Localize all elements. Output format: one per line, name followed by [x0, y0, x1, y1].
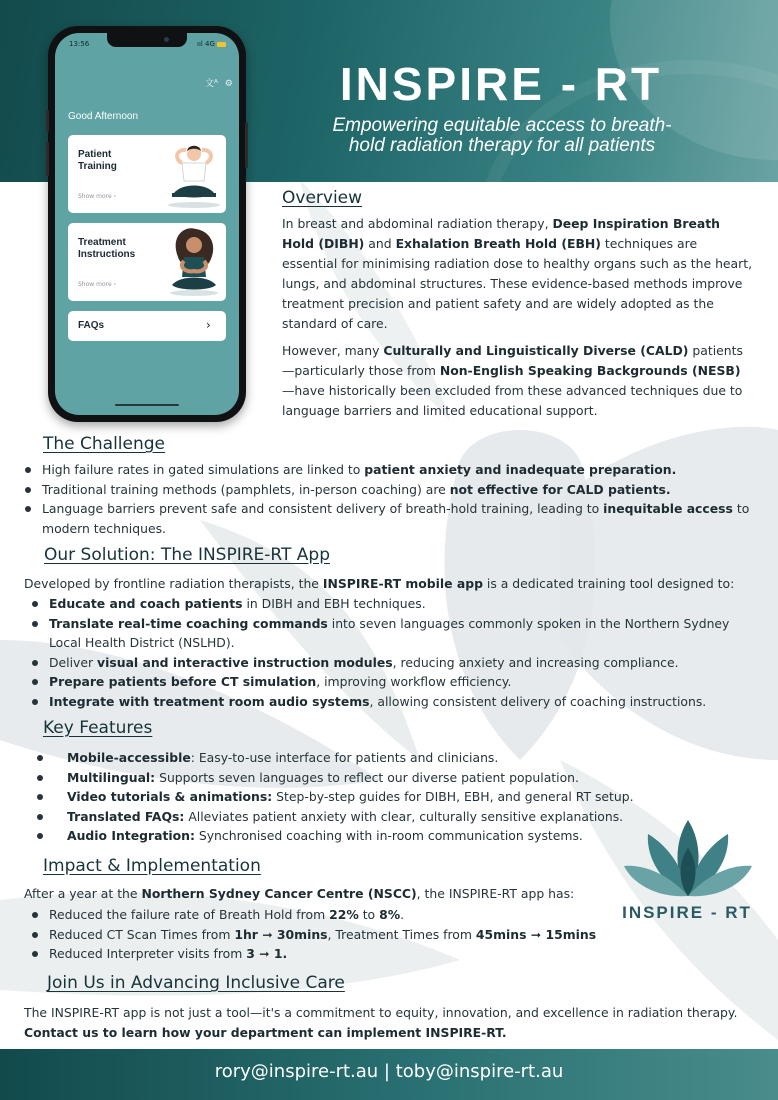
bold-span: Video tutorials & animations:	[67, 789, 273, 805]
footer-banner	[0, 1049, 778, 1100]
text-span: to	[358, 907, 380, 922]
list-item	[29, 614, 763, 653]
challenge-heading: The Challenge	[43, 434, 166, 454]
status-signal	[197, 40, 226, 48]
text-span: Reduced Interpreter visits from	[49, 946, 247, 962]
list-item	[29, 692, 763, 712]
text-span: High failure rates in gated simulations are linked to	[42, 462, 365, 477]
join-heading: Join Us in Advancing Inclusive Care	[47, 973, 345, 993]
card-title	[78, 237, 135, 261]
text-span: , Treatment Times from	[327, 926, 476, 942]
card-title-line: Instructions	[78, 249, 136, 260]
term-cald: Culturally and Linguistically Diverse (CALD)	[383, 343, 689, 358]
phone-side-button	[46, 142, 49, 176]
text-span: techniques are essential for minimising radiation dose to healthy organs such as the heart, lungs, and abdominal structures. These evidence-based methods improve treatment precision and patient safety and are widely adopted as the standard of care.	[282, 236, 753, 331]
bold-span: Prepare patients before CT simulation	[49, 674, 317, 690]
camera-icon	[164, 37, 169, 42]
bold-span: Mobile-accessible	[67, 750, 191, 765]
text-span: in DIBH and EBH techniques.	[242, 596, 426, 611]
features-list	[27, 748, 667, 846]
breathing-figure-icon	[164, 141, 224, 209]
list-item	[27, 787, 667, 807]
bold-span: 1hr ➞ 30mins	[234, 926, 328, 942]
solution-heading: Our Solution: The INSPIRE-RT App	[44, 545, 331, 565]
card-title: FAQs	[78, 320, 105, 331]
phone-side-button	[46, 110, 49, 132]
impact-list	[29, 905, 629, 964]
list-item	[29, 905, 629, 925]
subtitle-line-2: hold radiation therapy for all patients	[348, 135, 656, 156]
patient-training-card[interactable]	[68, 135, 226, 213]
text-span: : Easy-to-use interface for patients and clinicians.	[190, 750, 499, 765]
text-span: to modern techniques.	[42, 501, 750, 536]
overview-paragraph-1	[282, 214, 754, 334]
bold-span: Multilingual:	[67, 769, 156, 785]
meditating-figure-icon	[164, 227, 224, 297]
text-span: Alleviates patient anxiety with clear, culturally sensitive explanations.	[184, 808, 624, 824]
term-ebh: Exhalation Breath Hold (EBH)	[395, 236, 601, 251]
phone-notch	[107, 33, 187, 47]
status-time: 13:56	[69, 40, 90, 48]
text-span: Step-by-step guides for DIBH, EBH, and general RT setup.	[272, 789, 634, 805]
card-title-line: Training	[78, 161, 117, 172]
text-span: is a dedicated training tool designed to:	[482, 576, 735, 591]
text-span: —have historically been excluded from these advanced techniques due to language barriers and limited educational support.	[282, 383, 743, 418]
text-span: However, many	[282, 343, 384, 358]
list-item	[29, 672, 763, 692]
phone-top-icons	[205, 76, 233, 89]
bold-span: visual and interactive instruction modules	[97, 654, 393, 670]
treatment-instructions-card[interactable]	[68, 223, 226, 301]
signal-icon: ııl 4G	[197, 40, 215, 48]
bold-span: Translate real-time coaching commands	[49, 615, 328, 631]
show-more-link[interactable]	[78, 281, 116, 288]
show-more-link[interactable]	[78, 193, 116, 200]
bold-span: Northern Sydney Cancer Centre (NSCC)	[141, 886, 417, 901]
text-span: After a year at the	[24, 886, 142, 901]
greeting-text: Good Afternoon	[68, 111, 139, 122]
list-item	[27, 807, 667, 827]
challenge-list	[22, 460, 758, 538]
text-span: , reducing anxiety and increasing compliance.	[392, 654, 679, 670]
bold-span: Audio Integration:	[67, 828, 195, 844]
solution-intro	[24, 574, 764, 594]
page-subtitle	[318, 116, 686, 156]
logo-text: INSPIRE - RT	[622, 903, 752, 922]
bold-span: 45mins ➞ 15mins	[475, 926, 597, 942]
list-item	[29, 653, 763, 673]
text-span: Reduced the failure rate of Breath Hold from	[49, 907, 330, 922]
list-item	[22, 480, 758, 500]
show-more-label: Show more	[78, 281, 112, 288]
text-span: In breast and abdominal radiation therapy,	[282, 216, 553, 231]
text-span: patients—particularly those from	[282, 343, 743, 378]
text-span: into seven languages commonly spoken in the Northern Sydney Local Health District (NSLHD).	[49, 615, 730, 651]
join-paragraph	[24, 1003, 768, 1043]
bold-span: patient anxiety and inadequate preparation.	[364, 462, 677, 477]
text-span: , allowing consistent delivery of coaching instructions.	[369, 693, 707, 709]
phone-mockup	[48, 26, 246, 422]
bold-span: 22%	[329, 907, 359, 922]
list-item	[29, 594, 763, 614]
bold-span: Translated FAQs:	[67, 808, 185, 824]
list-item	[22, 460, 758, 480]
text-span: Deliver	[49, 654, 98, 670]
solution-list	[29, 594, 763, 712]
text-span: , improving workflow efficiency.	[316, 674, 512, 690]
term-dibh: Deep Inspiration Breath Hold (DIBH)	[282, 216, 721, 251]
list-item	[29, 944, 629, 964]
translate-icon[interactable]: 文ᴬ	[205, 79, 218, 89]
chevron-right-icon: ›	[113, 193, 116, 200]
contact-emails[interactable]: rory@inspire-rt.au | toby@inspire-rt.au	[214, 1061, 564, 1082]
list-item	[27, 826, 667, 846]
text-span: Language barriers prevent safe and consistent delivery of breath-hold training, leading to	[42, 501, 604, 517]
bold-span: INSPIRE-RT mobile app	[322, 576, 483, 591]
features-heading: Key Features	[43, 718, 153, 738]
text-span: , the INSPIRE-RT app has:	[416, 886, 575, 901]
overview-paragraph-2	[282, 341, 752, 421]
card-title-line: Treatment	[78, 237, 126, 248]
text-span: Reduced CT Scan Times from	[49, 926, 235, 942]
text-span: Synchronised coaching with in-room communication systems.	[194, 828, 583, 844]
phone-screen	[55, 33, 239, 415]
text-span: Traditional training methods (pamphlets, in-person coaching) are	[42, 481, 450, 497]
impact-heading: Impact & Implementation	[43, 856, 261, 876]
card-title	[78, 149, 117, 173]
gear-icon[interactable]: ⚙	[224, 79, 233, 89]
card-title-line: Patient	[78, 149, 112, 160]
list-item	[29, 925, 629, 945]
term-nesb: Non-English Speaking Backgrounds (NESB)	[439, 363, 741, 378]
text-span: Supports seven languages to reflect our diverse patient population.	[155, 769, 579, 785]
bold-span: Integrate with treatment room audio systems	[49, 693, 370, 709]
chevron-right-icon: ›	[113, 281, 116, 288]
join-call-to-action: Contact us to learn how your department can implement INSPIRE-RT.	[24, 1025, 507, 1040]
list-item	[22, 499, 758, 538]
battery-icon	[217, 42, 226, 47]
show-more-label: Show more	[78, 193, 112, 200]
phone-side-button	[245, 122, 248, 168]
bold-span: Educate and coach patients	[49, 596, 243, 611]
text-span: Developed by frontline radiation therapists, the	[24, 576, 323, 591]
join-text: The INSPIRE-RT app is not just a tool—it's a commitment to equity, innovation, and excellence in radiation therapy.	[24, 1005, 738, 1020]
text-span: and	[364, 236, 396, 251]
home-indicator	[115, 404, 179, 406]
page-title: INSPIRE - RT	[339, 58, 663, 110]
list-item	[27, 768, 667, 788]
chevron-right-icon: ›	[206, 318, 211, 332]
overview-heading: Overview	[282, 188, 363, 208]
impact-intro	[24, 884, 614, 904]
bold-span: not effective for CALD patients.	[449, 481, 671, 497]
bold-span: inequitable access	[603, 501, 733, 517]
bold-span: 3 ➞ 1.	[246, 946, 288, 962]
list-item	[27, 748, 667, 768]
subtitle-line-1: Empowering equitable access to breath-	[332, 115, 672, 136]
text-span: .	[400, 907, 405, 922]
bold-span: 8%	[379, 907, 401, 922]
faqs-card[interactable]	[68, 311, 226, 341]
